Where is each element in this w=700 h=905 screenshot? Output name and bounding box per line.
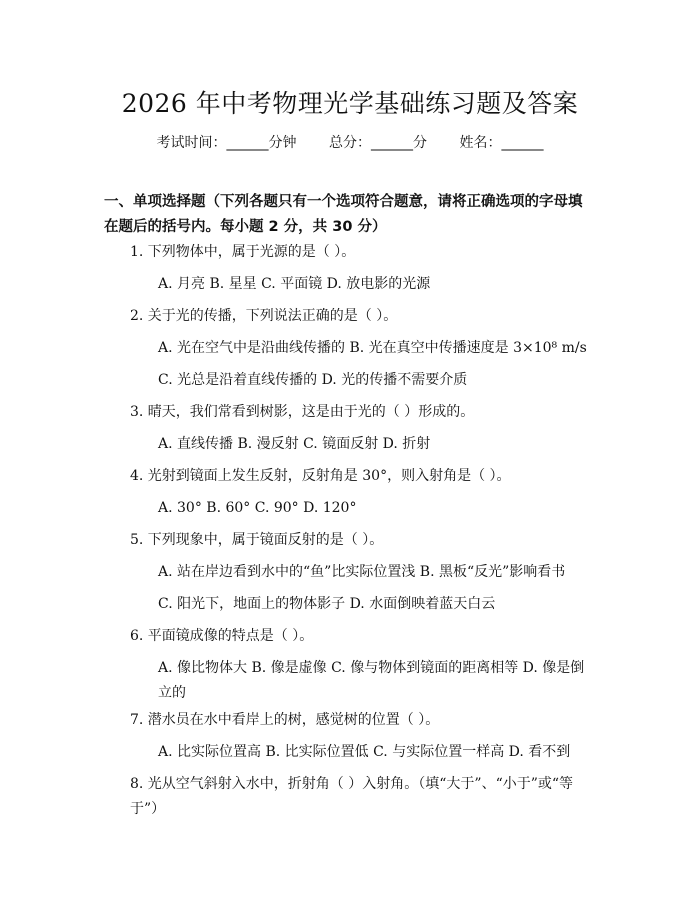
section-heading: 一、单项选择题（下列各题只有一个选项符合题意，请将正确选项的字母填在题后的括号内。每小题 2 分，共 30 分） bbox=[104, 194, 583, 235]
question-5: 5. 下列现象中，属于镜面反射的是（ ）。 bbox=[130, 532, 384, 548]
page-title: 2026 年中考物理光学基础练习题及答案 bbox=[121, 89, 579, 118]
question-2: 2. 关于光的传播，下列说法正确的是（ ）。 bbox=[130, 308, 398, 324]
question-6-options: A. 像比物体大 B. 像是虚像 C. 像与物体到镜面的距离相等 D. 像是倒立的 bbox=[158, 660, 585, 701]
question-6: 6. 平面镜成像的特点是（ ）。 bbox=[130, 628, 314, 644]
student-name: 姓名：______ bbox=[459, 135, 544, 151]
question-4-options: A. 30° B. 60° C. 90° D. 120° bbox=[158, 500, 357, 516]
total-score: 总分：______分 bbox=[329, 135, 427, 151]
question-2-options-line-1: A. 光在空气中是沿曲线传播的 B. 光在真空中传播速度是 3×10⁸ m/s bbox=[158, 340, 587, 356]
question-5-options-line-2: C. 阳光下，地面上的物体影子 D. 水面倒映着蓝天白云 bbox=[158, 596, 496, 612]
exam-time: 考试时间：______分钟 bbox=[156, 135, 297, 151]
question-7: 7. 潜水员在水中看岸上的树，感觉树的位置（ ）。 bbox=[130, 712, 440, 728]
question-2-options-line-2: C. 光总是沿着直线传播的 D. 光的传播不需要介质 bbox=[158, 372, 468, 388]
question-5-options-line-1: A. 站在岸边看到水中的“鱼”比实际位置浅 B. 黑板“反光”影响看书 bbox=[158, 564, 566, 580]
question-8: 8. 光从空气斜射入水中，折射角（ ）入射角。（填“大于”、“小于”或“等于”） bbox=[130, 776, 574, 817]
question-3-options: A. 直线传播 B. 漫反射 C. 镜面反射 D. 折射 bbox=[158, 436, 431, 452]
exam-meta bbox=[0, 132, 700, 152]
question-4: 4. 光射到镜面上发生反射，反射角是 30°，则入射角是（ ）。 bbox=[130, 468, 511, 484]
question-7-options: A. 比实际位置高 B. 比实际位置低 C. 与实际位置一样高 D. 看不到 bbox=[158, 744, 571, 760]
question-1: 1. 下列物体中，属于光源的是（ ）。 bbox=[130, 244, 356, 260]
question-3: 3. 晴天，我们常看到树影，这是由于光的（ ）形成的。 bbox=[130, 404, 475, 420]
question-1-options: A. 月亮 B. 星星 C. 平面镜 D. 放电影的光源 bbox=[158, 276, 431, 292]
